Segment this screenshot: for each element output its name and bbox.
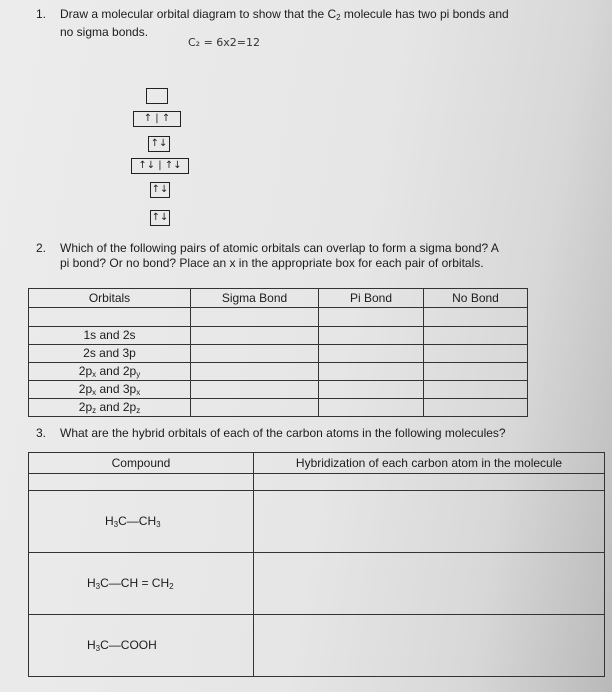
hybridization-answer-cell[interactable]	[254, 615, 605, 677]
no-bond-cell[interactable]	[424, 381, 528, 399]
orbital-bond-table	[28, 288, 528, 417]
question-3	[36, 426, 506, 441]
orbital-pair: 1s and 2s	[29, 327, 191, 345]
mo-box: ↑↓	[150, 210, 170, 226]
header-compound: Compound	[29, 453, 254, 474]
sigma-cell[interactable]	[191, 327, 319, 345]
orbital-pair: $2p_x$ and $2p_y$	[29, 363, 191, 381]
hybridization-table	[28, 452, 605, 677]
compound-formula: $H_3C—CH_3$	[29, 491, 254, 553]
orbital-pair: $2p_x$ and $3p_x$	[29, 381, 191, 399]
orbital-pair: $2p_z$ and $2p_z$	[29, 399, 191, 417]
question-2	[36, 241, 499, 271]
table-row	[29, 615, 605, 677]
table-row	[29, 327, 528, 345]
header-sigma-bond: Sigma Bond	[191, 289, 319, 308]
question-1-line1: Draw a molecular orbital diagram to show that the $C_2$ molecule has two pi bonds and	[60, 7, 509, 22]
table-row	[29, 308, 528, 327]
sigma-cell[interactable]	[191, 363, 319, 381]
question-number: 3.	[36, 426, 47, 440]
answer-cell[interactable]	[254, 474, 605, 491]
table-row	[29, 399, 528, 417]
compound-formula: $H_3C—COOH$	[29, 615, 254, 677]
orbital-pair: 2s and 3p	[29, 345, 191, 363]
mo-box: ↑ | ↑	[133, 111, 181, 127]
table-row	[29, 553, 605, 615]
sigma-cell[interactable]	[191, 399, 319, 417]
table-header-row	[29, 453, 605, 474]
pi-cell[interactable]	[319, 399, 424, 417]
header-hybridization: Hybridization of each carbon atom in the molecule	[254, 453, 605, 474]
pi-cell[interactable]	[319, 327, 424, 345]
answer-cell[interactable]	[319, 308, 424, 327]
table-row	[29, 491, 605, 553]
no-bond-cell[interactable]	[424, 345, 528, 363]
table-row	[29, 363, 528, 381]
pi-cell[interactable]	[319, 363, 424, 381]
mo-box: ↑↓ | ↑↓	[131, 158, 189, 174]
question-1	[36, 7, 509, 40]
header-orbitals: Orbitals	[29, 289, 191, 308]
table-row	[29, 381, 528, 399]
question-1-line2: no sigma bonds.	[60, 25, 149, 39]
hybridization-answer-cell[interactable]	[254, 491, 605, 553]
question-2-line1: Which of the following pairs of atomic orbitals can overlap to form a sigma bond? A	[60, 241, 499, 255]
pi-cell[interactable]	[319, 345, 424, 363]
table-row	[29, 345, 528, 363]
sigma-cell[interactable]	[191, 381, 319, 399]
question-3-text: What are the hybrid orbitals of each of the carbon atoms in the following molecules?	[60, 426, 506, 440]
handwritten-note: C₂ = 6x2=12	[188, 36, 261, 49]
compound-formula: $H_3C—CH = CH_2$	[29, 553, 254, 615]
table-header-row	[29, 289, 528, 308]
sigma-cell[interactable]	[191, 345, 319, 363]
header-no-bond: No Bond	[424, 289, 528, 308]
no-bond-cell[interactable]	[424, 327, 528, 345]
mo-box	[146, 88, 168, 104]
header-pi-bond: Pi Bond	[319, 289, 424, 308]
table-row	[29, 474, 605, 491]
no-bond-cell[interactable]	[424, 363, 528, 381]
no-bond-cell[interactable]	[424, 399, 528, 417]
question-number: 1.	[36, 7, 47, 21]
answer-cell[interactable]	[191, 308, 319, 327]
mo-box: ↑↓	[148, 136, 170, 152]
answer-cell[interactable]	[424, 308, 528, 327]
mo-box: ↑↓	[150, 182, 170, 198]
hybridization-answer-cell[interactable]	[254, 553, 605, 615]
question-number: 2.	[36, 241, 47, 255]
question-2-line2: pi bond? Or no bond? Place an x in the appropriate box for each pair of orbitals.	[60, 256, 484, 270]
pi-cell[interactable]	[319, 381, 424, 399]
